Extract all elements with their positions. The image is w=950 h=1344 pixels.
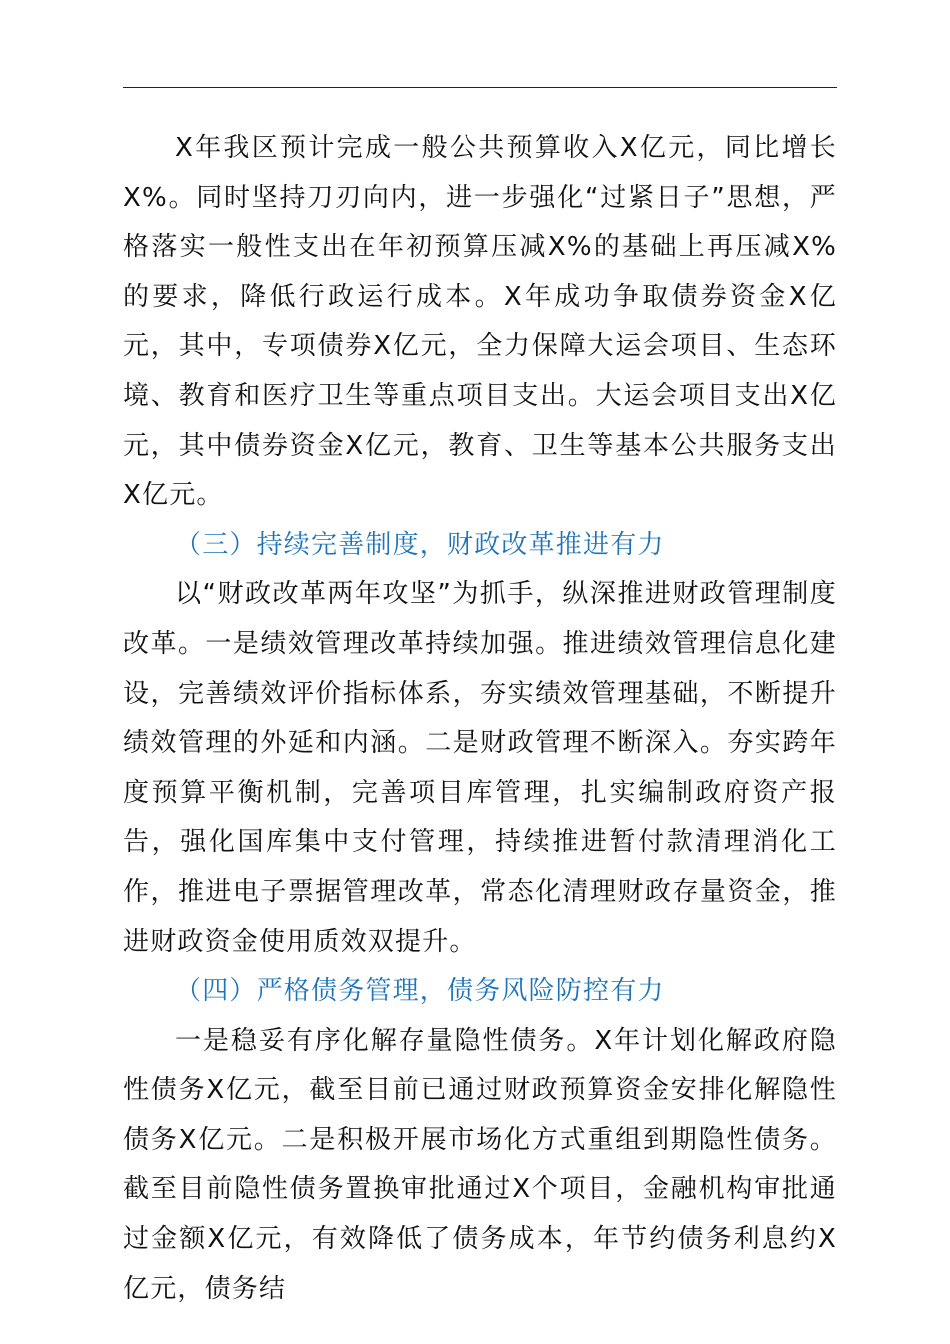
section-heading-4: （四）严格债务管理，债务风险防控有力	[175, 976, 665, 1007]
paragraph-debt-management: 一是稳妥有序化解存量隐性债务。X年计划化解政府隐性债务X亿元，截至目前已通过财政预算资金安排化解隐性债务X亿元。二是积极开展市场化方式重组到期隐性债务。截至目前隐性债务置换审批通过X个项目，金融机构审批通过金额X亿元，有效降低了债务成本，年节约债务利息约X亿元，债务结	[123, 1025, 837, 1304]
document-body	[123, 124, 837, 1314]
header-rule	[123, 87, 837, 88]
paragraph-fiscal-reform: 以“财政改革两年攻坚”为抓手，纵深推进财政管理制度改革。一是绩效管理改革持续加强。推进绩效管理信息化建设，完善绩效评价指标体系，夯实绩效管理基础，不断提升绩效管理的外延和内涵。二是财政管理不断深入。夯实跨年度预算平衡机制，完善项目库管理，扎实编制政府资产报告，强化国库集中支付管理，持续推进暂付款清理消化工作，推进电子票据管理改革，常态化清理财政存量资金，推进财政资金使用质效双提升。	[123, 579, 837, 957]
paragraph-budget-revenue: X年我区预计完成一般公共预算收入X亿元，同比增长X%。同时坚持刀刃向内，进一步强化“过紧日子”思想，严格落实一般性支出在年初预算压减X%的基础上再压减X%的要求，降低行政运行成本。X年成功争取债券资金X亿元，其中，专项债券X亿元，全力保障大运会项目、生态环境、教育和医疗卫生等重点项目支出。大运会项目支出X亿元，其中债券资金X亿元，教育、卫生等基本公共服务支出X亿元。	[123, 133, 837, 511]
section-heading-3: （三）持续完善制度，财政改革推进有力	[175, 529, 665, 560]
